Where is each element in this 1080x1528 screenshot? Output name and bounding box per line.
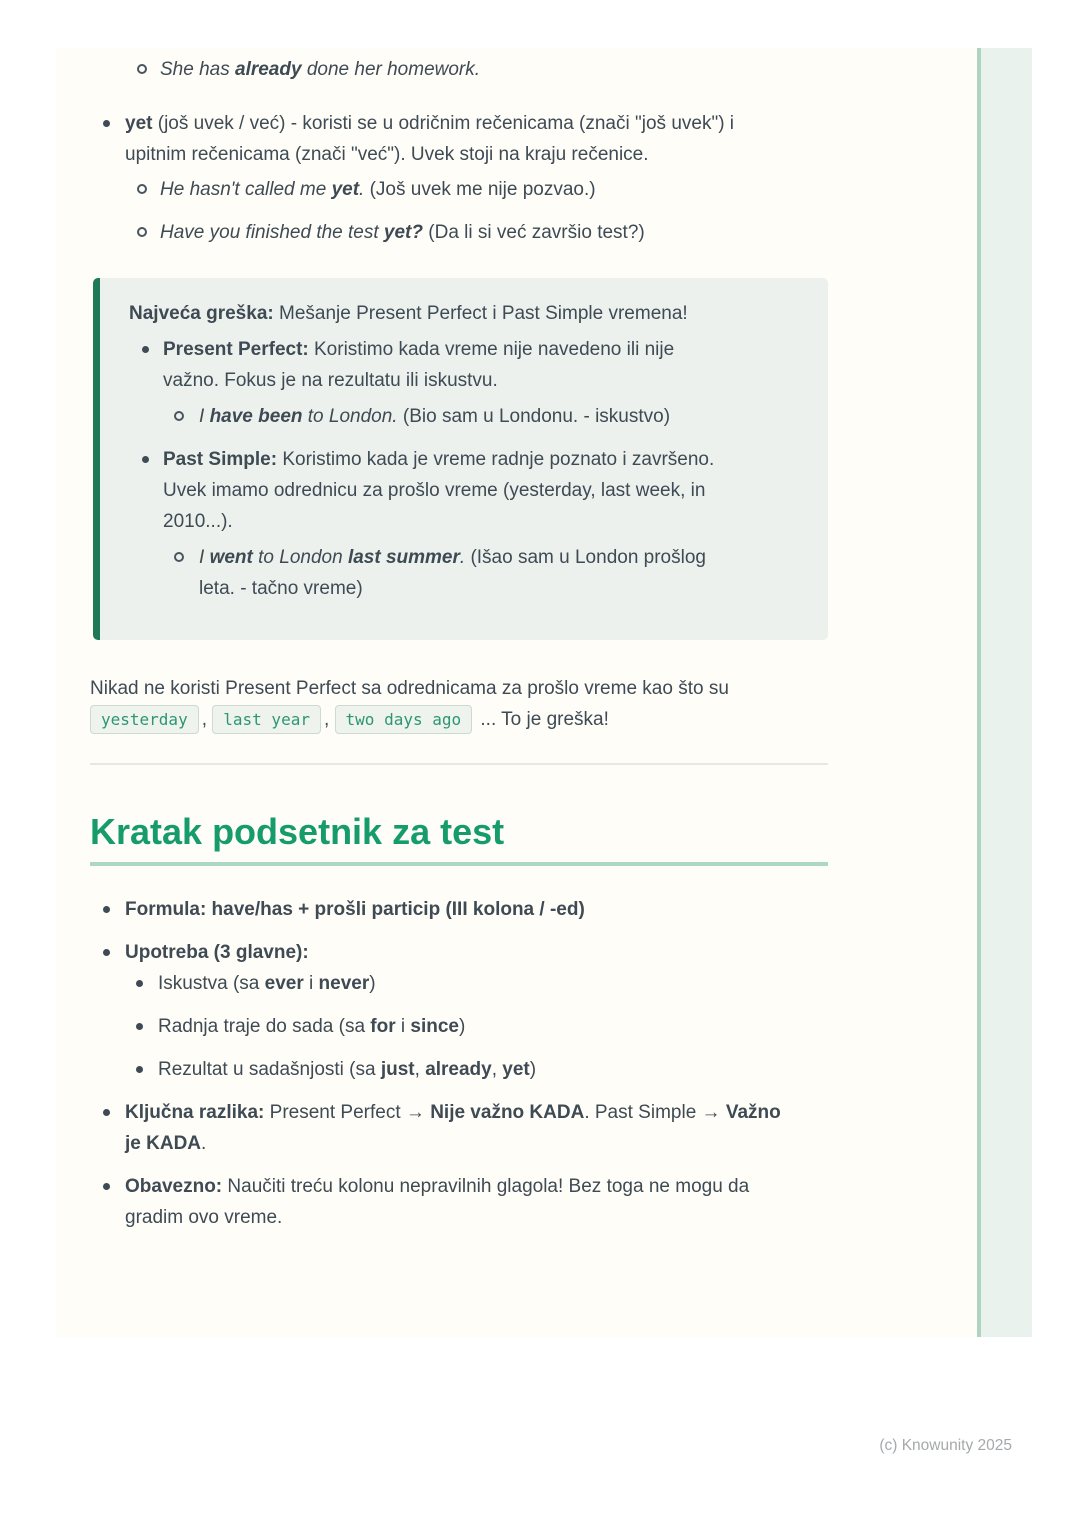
bullet-list-yet <box>90 108 828 248</box>
warning-paragraph: Nikad ne koristi Present Perfect sa odrednicama za prošlo vreme kao što su yesterday , last year , two days ago ... To je greška! <box>90 673 828 735</box>
callout-list <box>129 334 804 604</box>
list-item-text: Upotreba (3 glavne): <box>125 942 309 963</box>
callout-item-text: Present Perfect: Koristimo kada vreme nije navedeno ili nije važno. Fokus je na rezultatu ili iskustvu. <box>163 339 675 391</box>
example-item: He hasn't called me yet. (Još uvek me nije pozvao.) <box>125 174 828 205</box>
example-item: She has already done her homework. <box>90 54 828 85</box>
callout-title: Najveća greška: Mešanje Present Perfect i Past Simple vremena! <box>129 303 688 324</box>
page-content <box>90 48 828 1245</box>
document-page <box>56 48 1032 1337</box>
example-list-yet <box>125 174 828 248</box>
section-divider <box>90 763 828 765</box>
example-item: I went to London last summer. (Išao sam u London prošlog leta. - tačno vreme) <box>163 542 804 604</box>
reminder-item-kljucna-razlika <box>90 1097 828 1159</box>
reminder-item-formula <box>90 894 828 925</box>
margin-stripe-decoration <box>977 48 1032 1337</box>
list-item-text: yet (još uvek / već) - koristi se u odričnim rečenicama (znači "još uvek") i upitnim rečenicama (znači "već"). Uvek stoji na kraju rečenice. <box>125 113 735 165</box>
copyright-notice: (c) Knowunity 2025 <box>879 1437 1012 1454</box>
sublist-item: Iskustva (sa ever i never) <box>125 968 828 999</box>
callout-item-present-perfect <box>129 334 804 432</box>
example-item: Have you finished the test yet? (Da li si već završio test?) <box>125 217 828 248</box>
list-item-text: Obavezno: Naučiti treću kolonu nepravilnih glagola! Bez toga ne mogu da gradim ovo vreme. <box>125 1176 750 1228</box>
reminder-list <box>90 894 828 1233</box>
usage-sublist <box>125 968 828 1085</box>
callout-item-past-simple <box>129 444 804 604</box>
reminder-item-upotreba <box>90 937 828 1085</box>
sublist-item: Radnja traje do sada (sa for i since) <box>125 1011 828 1042</box>
section-heading: Kratak podsetnik za test <box>90 810 828 866</box>
sublist-item: Rezultat u sadašnjosti (sa just, already, yet) <box>125 1054 828 1085</box>
list-item-yet <box>90 108 828 248</box>
list-item-text: Ključna razlika: Present Perfect → Nije važno KADA. Past Simple → Važno je KADA. <box>125 1102 781 1154</box>
example-list-top <box>90 54 828 85</box>
example-item: I have been to London. (Bio sam u Londonu. - iskustvo) <box>163 401 804 432</box>
callout-example-list <box>163 542 804 604</box>
reminder-item-obavezno <box>90 1171 828 1233</box>
callout-item-text: Past Simple: Koristimo kada je vreme radnje poznato i završeno. Uvek imamo odrednicu za prošlo vreme (yesterday, last week, in 2010...). <box>163 449 715 532</box>
list-item-text: Formula: have/has + prošli particip (III kolona / -ed) <box>125 899 585 920</box>
callout-example-list <box>163 401 804 432</box>
mistake-callout <box>93 278 828 640</box>
